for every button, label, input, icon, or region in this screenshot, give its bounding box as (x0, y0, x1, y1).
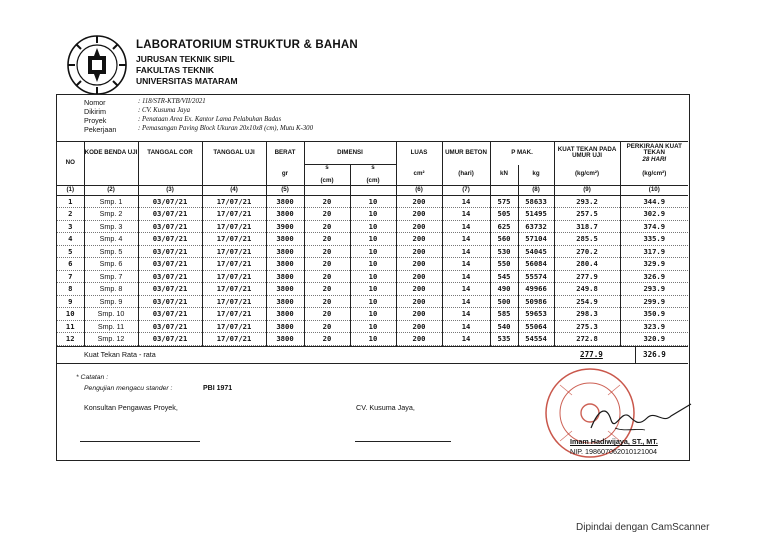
table-cell: 200 (396, 270, 442, 283)
test-results-table (57, 141, 688, 346)
col-header-no: NO (57, 142, 84, 186)
column-index: (1) (57, 185, 84, 195)
column-index: (2) (84, 185, 138, 195)
table-cell: 17/07/21 (202, 245, 266, 258)
column-index (304, 185, 350, 195)
table-cell: 11 (57, 320, 84, 333)
table-cell: Smp. 6 (84, 258, 138, 271)
pengujian-label: Pengujian mengacu stander : (84, 385, 173, 392)
unit-kn: kN (490, 165, 518, 186)
column-index: (6) (396, 185, 442, 195)
table-cell: 03/07/21 (138, 270, 202, 283)
unit-cm2: (cm) (366, 177, 380, 184)
table-cell: 14 (442, 245, 490, 258)
university-logo-icon (66, 34, 128, 96)
table-cell: 335.9 (620, 233, 688, 246)
table-cell: 10 (350, 220, 396, 233)
table-row (57, 220, 688, 233)
table-cell: Smp. 10 (84, 308, 138, 321)
table-cell: 550 (490, 258, 518, 271)
average-separator (635, 346, 636, 363)
table-cell: 03/07/21 (138, 208, 202, 221)
catatan-label: * Catatan : (76, 374, 109, 381)
average-bottom-line (57, 363, 688, 364)
table-cell: 54045 (518, 245, 554, 258)
table-cell: 20 (304, 270, 350, 283)
table-body (57, 195, 688, 345)
table-cell: 200 (396, 308, 442, 321)
table-row (57, 333, 688, 346)
table-cell: 20 (304, 233, 350, 246)
table-cell: 14 (442, 333, 490, 346)
average-top-line (57, 346, 688, 347)
table-cell: 3800 (266, 308, 304, 321)
table-cell: 505 (490, 208, 518, 221)
table-cell: 3800 (266, 270, 304, 283)
table-cell: 277.9 (554, 270, 620, 283)
info-value-nomor: : 118/STR-KTB/VII/2021 (138, 98, 206, 105)
table-cell: 55064 (518, 320, 554, 333)
table-cell: 318.7 (554, 220, 620, 233)
table-cell: 58633 (518, 195, 554, 208)
table-row (57, 245, 688, 258)
table-cell: 56084 (518, 258, 554, 271)
table-cell: 350.9 (620, 308, 688, 321)
signatory-name: Imam Hadiwijaya, ST., MT. (570, 437, 658, 446)
table-cell: 560 (490, 233, 518, 246)
table-row (57, 270, 688, 283)
column-index: (7) (442, 185, 490, 195)
table-cell: 10 (350, 295, 396, 308)
table-cell: 17/07/21 (202, 195, 266, 208)
table-cell: 326.9 (620, 270, 688, 283)
table-cell: 585 (490, 308, 518, 321)
table-cell: 329.9 (620, 258, 688, 271)
table-row (57, 208, 688, 221)
table-cell: 4 (57, 233, 84, 246)
unit-luas: cm² (396, 165, 442, 186)
table-cell: 323.9 (620, 320, 688, 333)
signatory-nip: NIP. 198607062010121004 (570, 447, 657, 456)
perkiraan-label: PERKIRAAN KUAT TEKAN (626, 142, 682, 156)
table-cell: 17/07/21 (202, 220, 266, 233)
unit-s2: s (371, 164, 375, 171)
table-cell: 293.9 (620, 283, 688, 296)
unit-berat: gr (266, 165, 304, 186)
unit-kuat: (kg/cm²) (554, 165, 620, 186)
table-cell: 490 (490, 283, 518, 296)
info-label-proyek: Proyek (84, 116, 107, 125)
table-row (57, 295, 688, 308)
info-label-nomor: Nomor (84, 98, 106, 107)
table-row (57, 233, 688, 246)
table-cell: 03/07/21 (138, 333, 202, 346)
table-cell: 545 (490, 270, 518, 283)
table-cell: 200 (396, 320, 442, 333)
table-row (57, 283, 688, 296)
column-index-row (57, 185, 688, 195)
table-cell: 9 (57, 295, 84, 308)
table-cell: 17/07/21 (202, 283, 266, 296)
unit-perkiraan: (kg/cm²) (620, 165, 688, 186)
table-cell: 3 (57, 220, 84, 233)
table-cell: 200 (396, 233, 442, 246)
table-cell: 10 (350, 233, 396, 246)
table-cell: 20 (304, 195, 350, 208)
table-cell: 10 (350, 270, 396, 283)
table-cell: 200 (396, 295, 442, 308)
table-cell: Smp. 2 (84, 208, 138, 221)
table-cell: 320.9 (620, 333, 688, 346)
table-cell: 14 (442, 270, 490, 283)
table-cell: 200 (396, 195, 442, 208)
table-cell: 17/07/21 (202, 258, 266, 271)
hari28-label: 28 HARI (642, 155, 667, 163)
signature-icon (585, 398, 695, 438)
table-cell: 20 (304, 308, 350, 321)
signature-line-konsultan (80, 441, 200, 442)
faculty: FAKULTAS TEKNIK (136, 65, 215, 75)
unit-cor (138, 165, 202, 186)
table-cell: Smp. 3 (84, 220, 138, 233)
average-kuat-tekan: 277.9 (580, 350, 603, 359)
col-header-uji: TANGGAL UJI (202, 142, 266, 165)
table-cell: 54554 (518, 333, 554, 346)
table-cell: 17/07/21 (202, 270, 266, 283)
table-cell: 10 (350, 208, 396, 221)
table-cell: 17/07/21 (202, 308, 266, 321)
table-cell: Smp. 7 (84, 270, 138, 283)
table-cell: 3800 (266, 333, 304, 346)
table-cell: 14 (442, 195, 490, 208)
table-cell: 10 (350, 333, 396, 346)
table-cell: 03/07/21 (138, 195, 202, 208)
department: JURUSAN TEKNIK SIPIL (136, 54, 235, 64)
table-cell: 200 (396, 208, 442, 221)
table-cell: 8 (57, 283, 84, 296)
table-cell: 63732 (518, 220, 554, 233)
table-cell: 280.4 (554, 258, 620, 271)
table-cell: 1 (57, 195, 84, 208)
average-label: Kuat Tekan Rata - rata (84, 350, 156, 359)
info-value-proyek: : Penataan Area Ex. Kantor Lama Pelabuhan Badas (138, 116, 282, 123)
table-cell: 3800 (266, 245, 304, 258)
unit-umur: (hari) (442, 165, 490, 186)
table-cell: 17/07/21 (202, 208, 266, 221)
table-row (57, 195, 688, 208)
table-cell: 200 (396, 220, 442, 233)
table-cell: 625 (490, 220, 518, 233)
table-cell: 51495 (518, 208, 554, 221)
table-cell: 14 (442, 258, 490, 271)
table-cell: Smp. 9 (84, 295, 138, 308)
table-cell: 20 (304, 295, 350, 308)
table-cell: 10 (57, 308, 84, 321)
table-cell: 3800 (266, 283, 304, 296)
table-cell: 17/07/21 (202, 333, 266, 346)
table-cell: 49966 (518, 283, 554, 296)
table-row (57, 320, 688, 333)
table-cell: 275.3 (554, 320, 620, 333)
table-cell: 3800 (266, 320, 304, 333)
unit-kode (84, 165, 138, 186)
unit-dim1 (304, 165, 350, 186)
table-cell: 59653 (518, 308, 554, 321)
col-header-berat: BERAT (266, 142, 304, 165)
table-cell: 299.9 (620, 295, 688, 308)
info-value-dikirim: : CV. Kusuma Jaya (138, 107, 190, 114)
table-cell: 03/07/21 (138, 320, 202, 333)
col-header-umur: UMUR BETON (442, 142, 490, 165)
unit-kg: kg (518, 165, 554, 186)
table-cell: 20 (304, 220, 350, 233)
table-cell: 14 (442, 233, 490, 246)
column-index: (3) (138, 185, 202, 195)
column-index: (10) (620, 185, 688, 195)
table-cell: 57104 (518, 233, 554, 246)
table-cell: 10 (350, 195, 396, 208)
info-label-dikirim: Dikirim (84, 107, 106, 116)
col-header-kode: KODE BENDA UJI (84, 142, 138, 165)
table-cell: 317.9 (620, 245, 688, 258)
column-index: (8) (518, 185, 554, 195)
table-cell: Smp. 11 (84, 320, 138, 333)
table-cell: 2 (57, 208, 84, 221)
table-cell: 14 (442, 208, 490, 221)
unit-s1: s (325, 164, 329, 171)
table-cell: 272.8 (554, 333, 620, 346)
column-index: (5) (266, 185, 304, 195)
table-cell: 200 (396, 333, 442, 346)
table-cell: 20 (304, 333, 350, 346)
table-cell: 257.5 (554, 208, 620, 221)
table-cell: 285.5 (554, 233, 620, 246)
table-cell: 17/07/21 (202, 320, 266, 333)
table-cell: 249.8 (554, 283, 620, 296)
table-cell: 535 (490, 333, 518, 346)
table-cell: 17/07/21 (202, 295, 266, 308)
table-cell: 200 (396, 258, 442, 271)
table-cell: 530 (490, 245, 518, 258)
col-header-dimensi: DIMENSI (304, 142, 396, 165)
table-cell: 17/07/21 (202, 233, 266, 246)
table-cell: 12 (57, 333, 84, 346)
standard-value: PBI 1971 (203, 385, 233, 392)
table-cell: Smp. 5 (84, 245, 138, 258)
table-cell: Smp. 12 (84, 333, 138, 346)
col-header-perkiraan (620, 142, 688, 165)
table-row (57, 308, 688, 321)
unit-uji (202, 165, 266, 186)
table-cell: 293.2 (554, 195, 620, 208)
table-cell: 10 (350, 308, 396, 321)
table-cell: 03/07/21 (138, 220, 202, 233)
cv-label: CV. Kusuma Jaya, (356, 403, 415, 412)
table-cell: 374.9 (620, 220, 688, 233)
konsultan-label: Konsultan Pengawas Proyek, (84, 403, 178, 412)
university: UNIVERSITAS MATARAM (136, 76, 238, 86)
table-cell: 344.9 (620, 195, 688, 208)
table-cell: 575 (490, 195, 518, 208)
table-cell: 3900 (266, 220, 304, 233)
table-cell: 14 (442, 220, 490, 233)
table-cell: 6 (57, 258, 84, 271)
table-cell: 3800 (266, 195, 304, 208)
table-cell: 14 (442, 295, 490, 308)
table-cell: 03/07/21 (138, 308, 202, 321)
table-cell: 03/07/21 (138, 245, 202, 258)
lab-title: LABORATORIUM STRUKTUR & BAHAN (136, 39, 358, 51)
table-cell: Smp. 4 (84, 233, 138, 246)
table-cell: Smp. 8 (84, 283, 138, 296)
column-index (490, 185, 518, 195)
signature-line-cv (355, 441, 451, 442)
table-row (57, 258, 688, 271)
average-perkiraan: 326.9 (643, 350, 666, 359)
table-cell: 10 (350, 320, 396, 333)
table-cell: 3800 (266, 295, 304, 308)
column-index: (4) (202, 185, 266, 195)
table-cell: 14 (442, 283, 490, 296)
unit-dim2 (350, 165, 396, 186)
table-cell: 540 (490, 320, 518, 333)
table-cell: 03/07/21 (138, 233, 202, 246)
table-cell: 20 (304, 320, 350, 333)
info-label-pekerjaan: Pekerjaan (84, 125, 117, 134)
table-cell: 20 (304, 245, 350, 258)
table-cell: 10 (350, 258, 396, 271)
table-cell: 14 (442, 320, 490, 333)
table-cell: 500 (490, 295, 518, 308)
table-cell: 03/07/21 (138, 258, 202, 271)
table-cell: 20 (304, 283, 350, 296)
column-index: (9) (554, 185, 620, 195)
table-cell: 302.9 (620, 208, 688, 221)
table-cell: 5 (57, 245, 84, 258)
info-value-pekerjaan: : Pemasangan Paving Block Ukuran 20x10x8 (cm), Mutu K-300 (138, 125, 313, 132)
table-cell: 270.2 (554, 245, 620, 258)
table-cell: 10 (350, 283, 396, 296)
table-cell: 55574 (518, 270, 554, 283)
table-cell: 10 (350, 245, 396, 258)
col-header-kuat: KUAT TEKAN PADA UMUR UJI (554, 142, 620, 165)
table-cell: Smp. 1 (84, 195, 138, 208)
table-cell: 7 (57, 270, 84, 283)
table-cell: 03/07/21 (138, 283, 202, 296)
col-header-p: P MAK. (490, 142, 554, 165)
table-cell: 3800 (266, 208, 304, 221)
col-header-luas: LUAS (396, 142, 442, 165)
table-cell: 298.3 (554, 308, 620, 321)
column-index (350, 185, 396, 195)
table-cell: 200 (396, 283, 442, 296)
table-cell: 03/07/21 (138, 295, 202, 308)
col-header-cor: TANGGAL COR (138, 142, 202, 165)
table-cell: 3800 (266, 233, 304, 246)
unit-cm1: (cm) (320, 177, 334, 184)
table-cell: 20 (304, 258, 350, 271)
camscanner-footer: Dipindai dengan CamScanner (576, 522, 710, 533)
table-cell: 254.9 (554, 295, 620, 308)
table-cell: 200 (396, 245, 442, 258)
table-cell: 20 (304, 208, 350, 221)
table-cell: 3800 (266, 258, 304, 271)
table-cell: 14 (442, 308, 490, 321)
table-cell: 50986 (518, 295, 554, 308)
